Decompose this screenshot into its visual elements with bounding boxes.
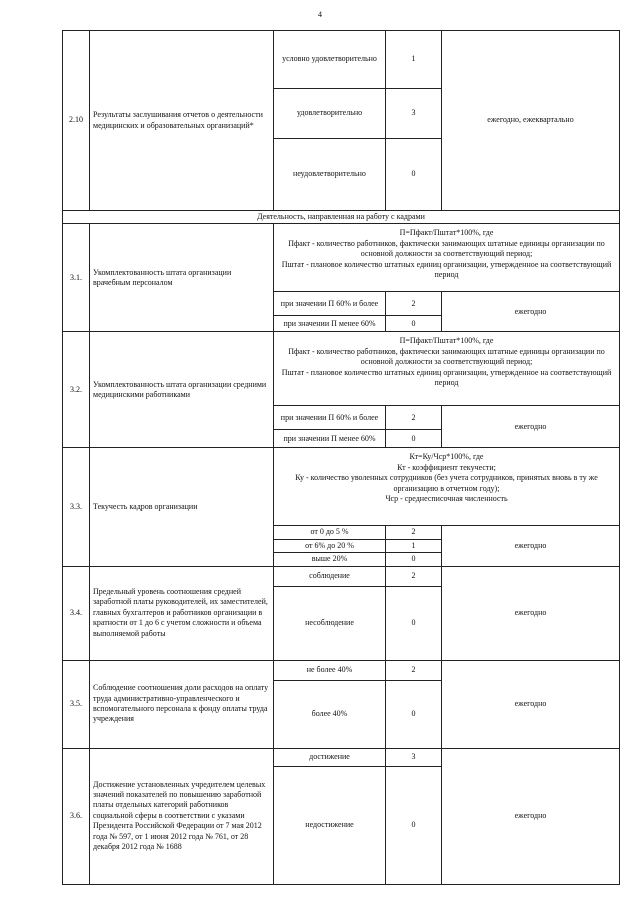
- option-score: 0: [386, 680, 442, 748]
- section-row: [63, 211, 620, 224]
- option-label: при значении П менее 60%: [274, 430, 386, 448]
- period: ежегодно: [442, 526, 620, 566]
- formula: [274, 332, 620, 406]
- formula-line: Кт=Ку/Чср*100%, где: [409, 452, 484, 462]
- table-row: [63, 566, 620, 586]
- option-score: 2: [386, 660, 442, 680]
- option-label: условно удовлетворительно: [274, 31, 386, 89]
- option-score: 3: [386, 748, 442, 766]
- row-number: 3.1.: [63, 224, 90, 332]
- indicator-name: Предельный уровень соотношения средней заработной платы руководителей, их заместителей, главных бухгалтеров и работников организации в кратности от 1 до 6 с учетом сложности и объема выполняемой работы: [90, 566, 274, 660]
- table-row: [63, 660, 620, 680]
- option-label: выше 20%: [274, 553, 386, 566]
- option-score: 0: [386, 553, 442, 566]
- option-label: несоблюдение: [274, 586, 386, 660]
- table-row: [63, 224, 620, 292]
- period: ежегодно: [442, 406, 620, 448]
- section-title: Деятельность, направленная на работу с кадрами: [63, 211, 620, 224]
- option-label: более 40%: [274, 680, 386, 748]
- option-score: 2: [386, 526, 442, 539]
- criteria-table: [62, 30, 620, 885]
- indicator-name: Текучесть кадров организации: [90, 448, 274, 566]
- indicator-name: Укомплектованность штата организации средними медицинскими работниками: [90, 332, 274, 448]
- indicator-name: Соблюдение соотношения доли расходов на оплату труда административно-управленческого и вспомогательного персонала к фонду оплаты труда учреждения: [90, 660, 274, 748]
- option-label: от 6% до 20 %: [274, 539, 386, 552]
- period: ежегодно: [442, 660, 620, 748]
- option-score: 0: [386, 139, 442, 211]
- option-score: 2: [386, 566, 442, 586]
- option-score: 3: [386, 89, 442, 139]
- formula-line: Пштат - плановое количество штатных единиц организации, утвержденное на соответствующий период: [281, 259, 612, 279]
- formula: [274, 448, 620, 526]
- row-number: 3.5.: [63, 660, 90, 748]
- formula-line: Чср - среднесписочная численность: [385, 493, 508, 503]
- period: ежегодно: [442, 292, 620, 332]
- option-label: от 0 до 5 %: [274, 526, 386, 539]
- formula-line: Ку - количество уволенных сотрудников (без учета сотрудников, принятых вновь в ту же организацию в отчетном году);: [295, 473, 598, 493]
- option-label: не более 40%: [274, 660, 386, 680]
- indicator-name: Результаты заслушивания отчетов о деятельности медицинских и образовательных организаций*: [90, 31, 274, 211]
- option-score: 0: [386, 766, 442, 884]
- table-row: [63, 31, 620, 89]
- formula-line: Пштат - плановое количество штатных единиц организации, утвержденное на соответствующий период: [281, 367, 612, 387]
- table-row: [63, 448, 620, 526]
- option-score: 0: [386, 430, 442, 448]
- option-score: 2: [386, 406, 442, 430]
- option-label: при значении П менее 60%: [274, 316, 386, 332]
- option-label: неудовлетворительно: [274, 139, 386, 211]
- option-label: при значении П 60% и более: [274, 406, 386, 430]
- formula-line: П=Пфакт/Пштат*100%, где: [399, 336, 494, 346]
- table-row: [63, 332, 620, 406]
- option-score: 1: [386, 31, 442, 89]
- option-label: недостижение: [274, 766, 386, 884]
- option-label: достижение: [274, 748, 386, 766]
- page-number: 4: [318, 10, 322, 19]
- row-number: 3.4.: [63, 566, 90, 660]
- period: ежегодно: [442, 566, 620, 660]
- period: ежегодно: [442, 748, 620, 884]
- option-score: 0: [386, 316, 442, 332]
- option-score: 2: [386, 292, 442, 316]
- option-score: 1: [386, 539, 442, 552]
- indicator-name: Достижение установленных учредителем целевых значений показателей по повышению заработной платы отдельных категорий работников социальной сферы в соответствии с указами Президента Российской Федерации от 7 мая 2012 года № 597, от 1 июня 2012 года № 761, от 28 декабря 2012 года № 1688: [90, 748, 274, 884]
- option-score: 0: [386, 586, 442, 660]
- indicator-name: Укомплектованность штата организации врачебным персоналом: [90, 224, 274, 332]
- table-row: [63, 748, 620, 766]
- row-number: 2.10: [63, 31, 90, 211]
- period: ежегодно, ежеквартально: [442, 31, 620, 211]
- formula-line: Пфакт - количество работников, фактически занимающих штатные единицы организации по основной должности за соответствующий период;: [288, 346, 605, 367]
- formula-line: Кт - коэффициент текучести;: [397, 462, 496, 472]
- option-label: соблюдение: [274, 566, 386, 586]
- row-number: 3.6.: [63, 748, 90, 884]
- option-label: удовлетворительно: [274, 89, 386, 139]
- option-label: при значении П 60% и более: [274, 292, 386, 316]
- formula-line: Пфакт - количество работников, фактически занимающих штатные единицы организации по основной должности за соответствующий период;: [288, 238, 605, 259]
- row-number: 3.3.: [63, 448, 90, 566]
- row-number: 3.2.: [63, 332, 90, 448]
- formula-line: П=Пфакт/Пштат*100%, где: [399, 228, 494, 238]
- formula: [274, 224, 620, 292]
